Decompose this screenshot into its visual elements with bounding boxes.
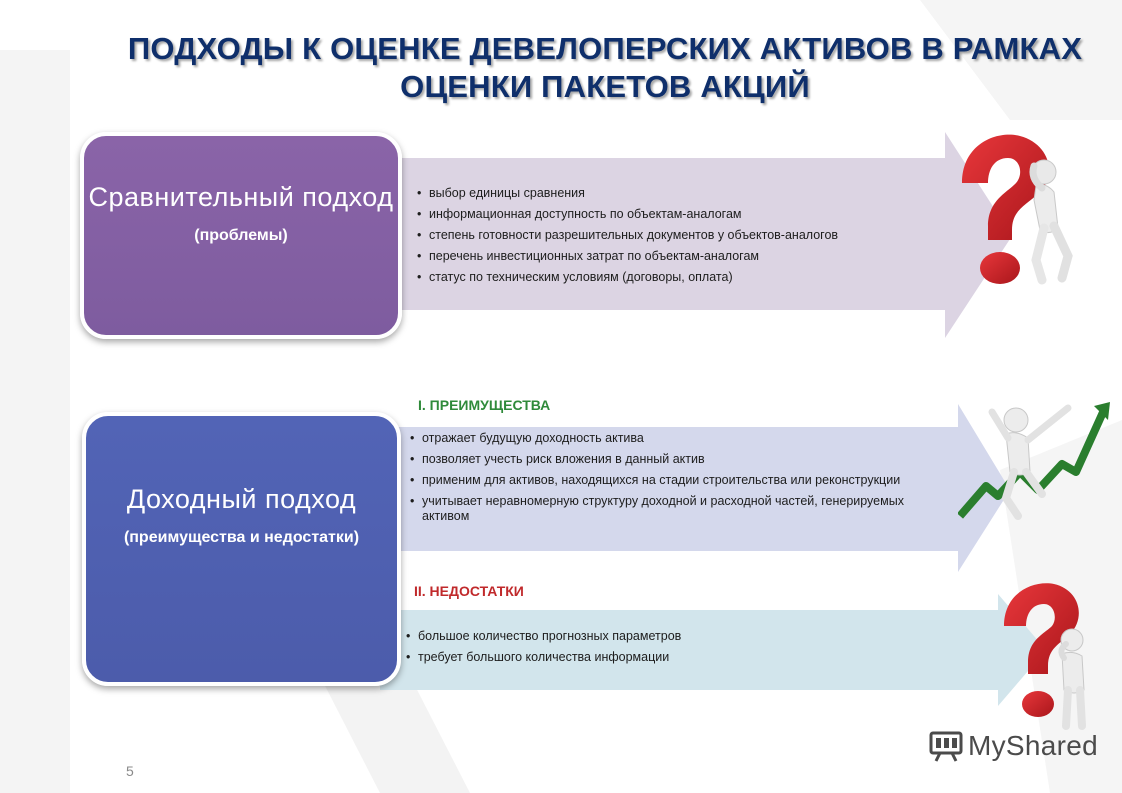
income-approach-title: Доходный подход — [126, 484, 357, 514]
brand-text: MyShared — [968, 730, 1099, 761]
disadvantages-label: II. НЕДОСТАТКИ — [414, 583, 524, 599]
list-item: • информационная доступность по объектам-аналогам — [417, 207, 957, 222]
list-item: • требует большого количества информации — [406, 650, 966, 665]
list-item: • применим для активов, находящихся на стадии строительства или реконструкции — [410, 473, 930, 488]
comparative-approach-subtitle: (проблемы) — [194, 227, 288, 244]
comparative-problems-list — [417, 186, 957, 291]
question-mark-figure-icon — [950, 128, 1080, 293]
comparative-approach-card — [80, 132, 402, 339]
list-item: • статус по техническим условиям (договоры, оплата) — [417, 270, 957, 285]
list-item: • учитывает неравномерную структуру доходной и расходной частей, генерируемых активом — [410, 494, 930, 524]
income-approach-card — [82, 412, 401, 686]
list-item: • отражает будущую доходность актива — [410, 431, 930, 446]
presentation-board-icon — [928, 730, 964, 762]
income-approach-subtitle: (преимущества и недостатки) — [123, 529, 360, 546]
list-item: • перечень инвестиционных затрат по объектам-аналогам — [417, 249, 957, 264]
list-item: • большое количество прогнозных параметров — [406, 629, 966, 644]
page-title: ПОДХОДЫ К ОЦЕНКЕ ДЕВЕЛОПЕРСКИХ АКТИВОВ В РАМКАХ ОЦЕНКИ ПАКЕТОВ АКЦИЙ — [127, 31, 1083, 104]
list-item: • позволяет учесть риск вложения в данный актив — [410, 452, 930, 467]
comparative-approach-title: Сравнительный подход — [88, 182, 394, 212]
page-number: 5 — [126, 763, 134, 779]
advantages-list — [410, 431, 930, 530]
growth-arrow-figure-icon — [958, 398, 1118, 528]
brand-watermark — [928, 730, 1098, 762]
list-item: • степень готовности разрешительных документов у объектов-аналогов — [417, 228, 957, 243]
disadvantages-list — [406, 629, 966, 671]
advantages-label: I. ПРЕИМУЩЕСТВА — [418, 397, 551, 413]
question-mark-standing-figure-icon — [984, 578, 1104, 733]
list-item: • выбор единицы сравнения — [417, 186, 957, 201]
